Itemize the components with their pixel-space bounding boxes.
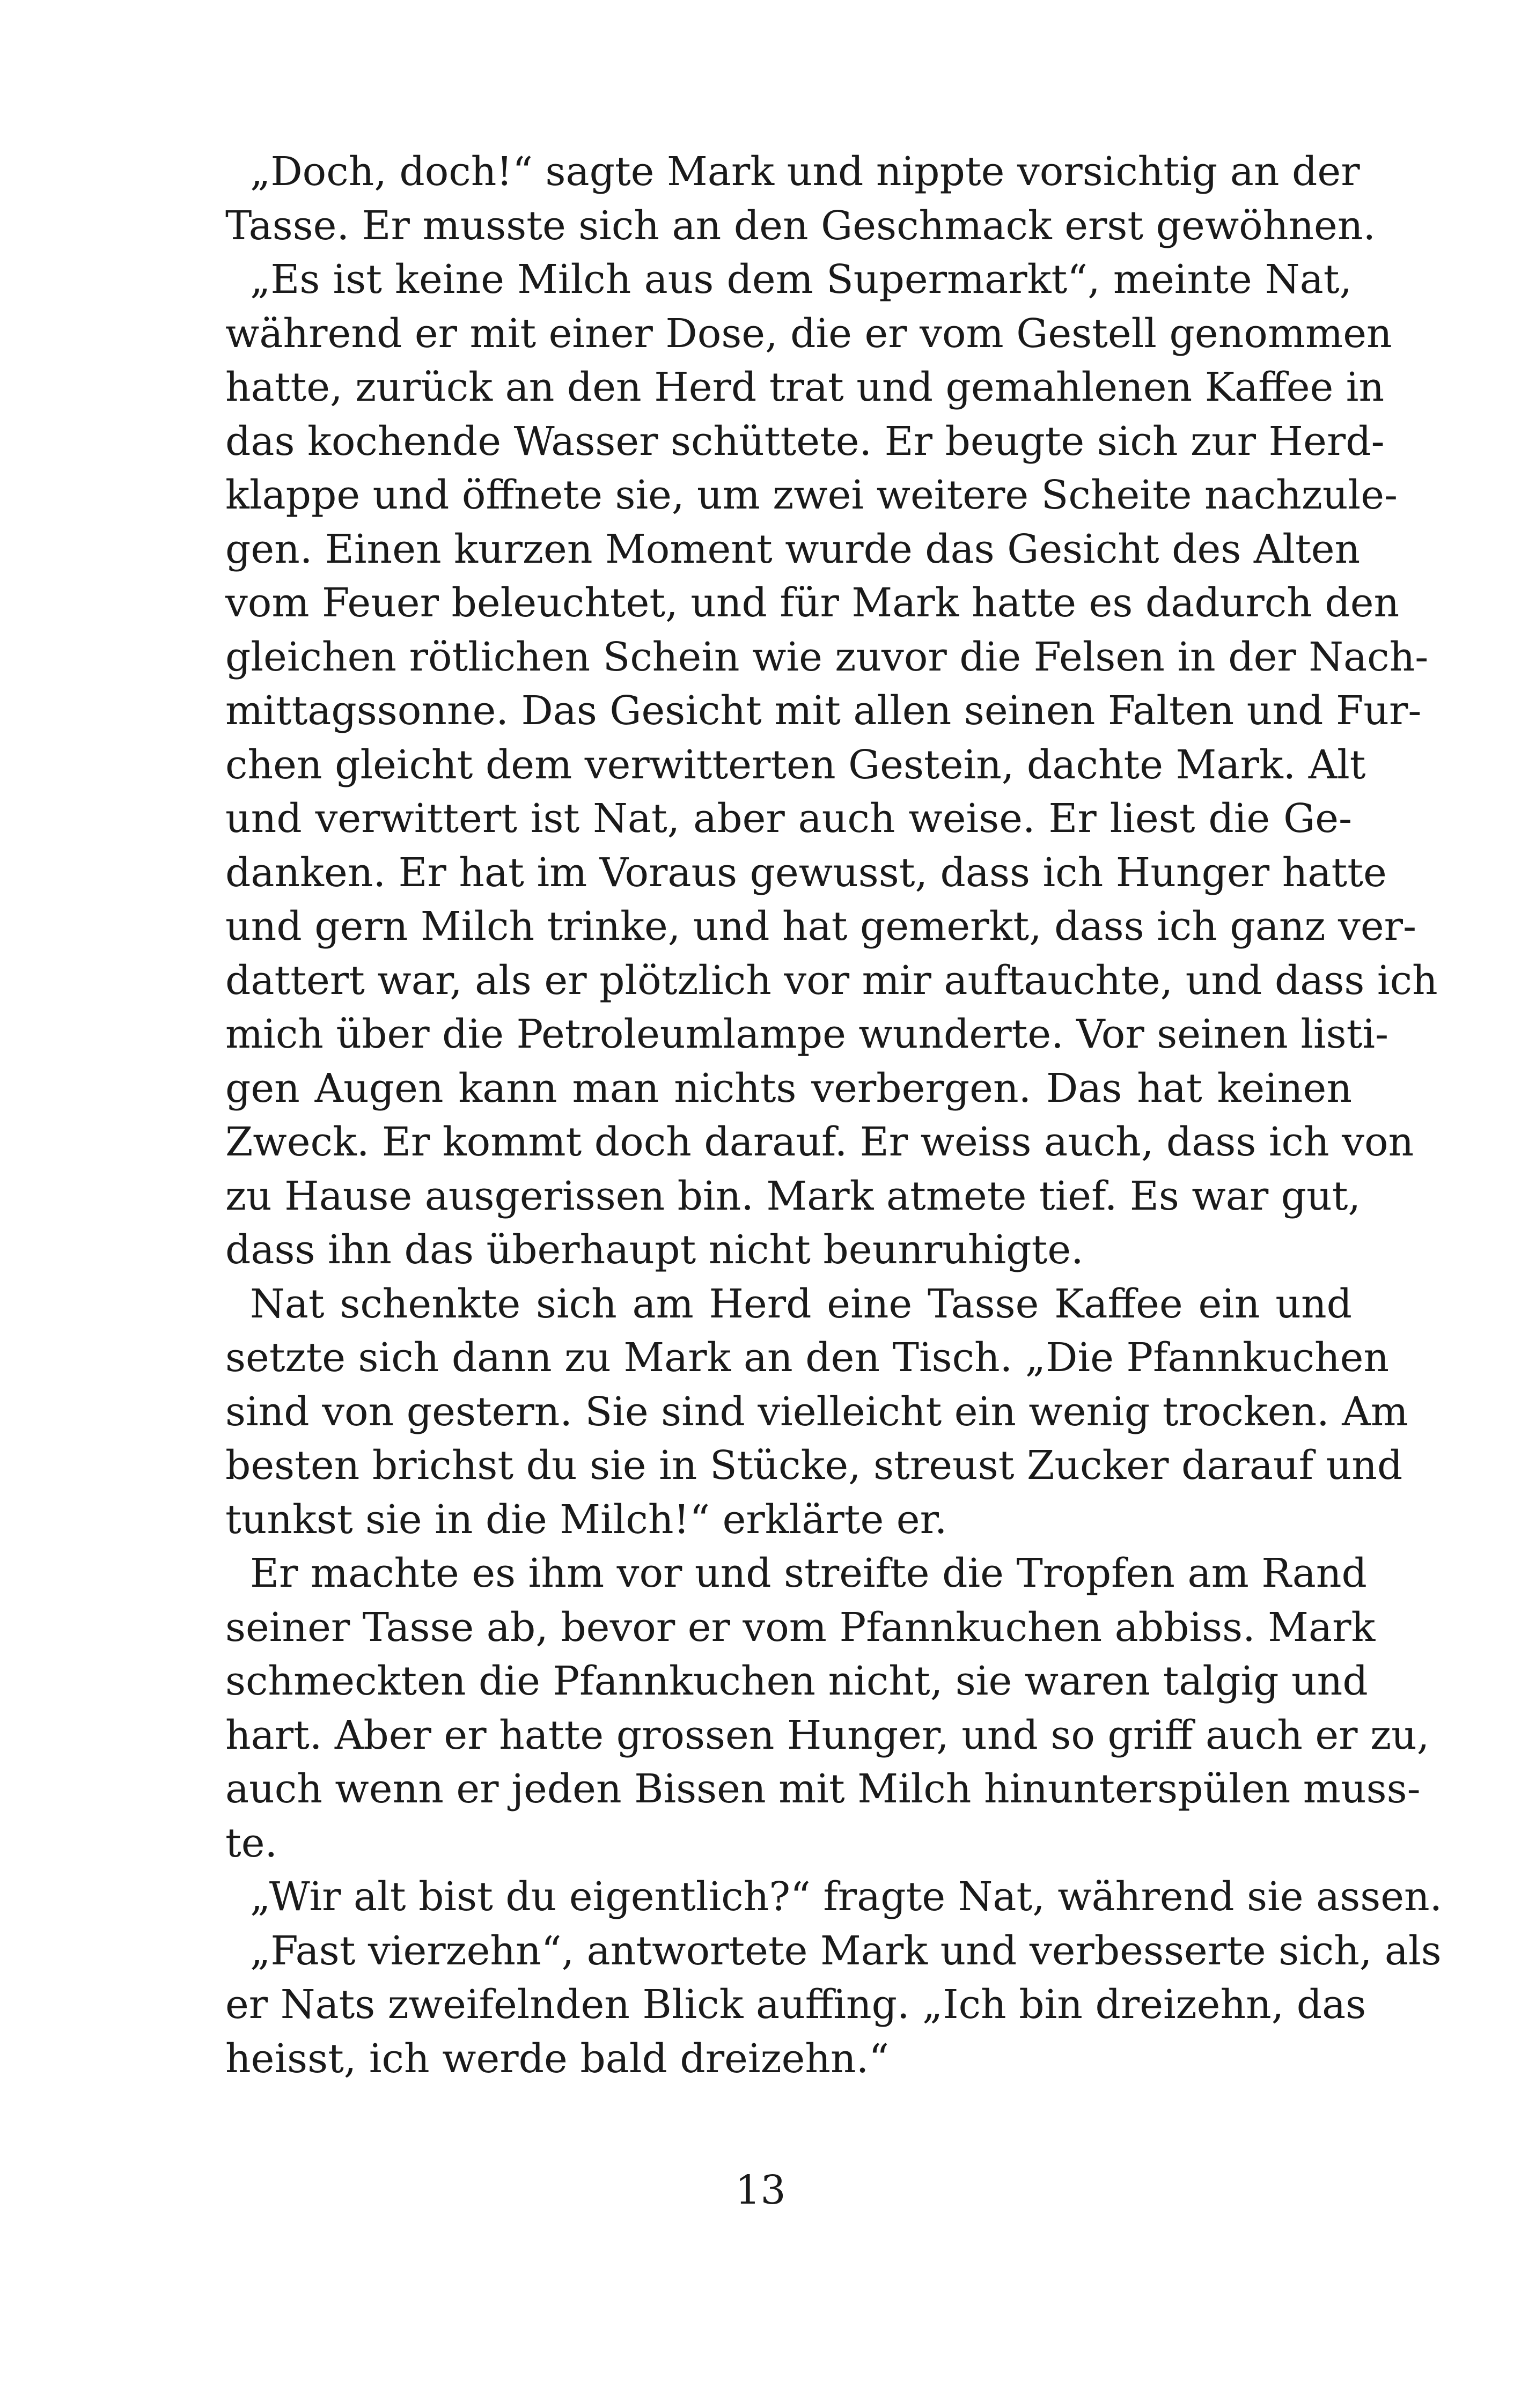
text-line: gleichen rötlichen Schein wie zuvor die Felsen in der Nach- (225, 634, 1429, 680)
text-line: mittagssonne. Das Gesicht mit allen seinen Falten und Fur- (225, 688, 1422, 734)
text-line: dattert war, als er plötzlich vor mir auftauchte, und dass ich (225, 957, 1438, 1004)
body-text (225, 145, 1443, 2086)
text-line: und verwittert ist Nat, aber auch weise. Er liest die Ge- (225, 796, 1352, 842)
text-line: chen gleicht dem verwitterten Gestein, dachte Mark. Alt (225, 741, 1366, 788)
text-line: und gern Milch trinke, und hat gemerkt, dass ich ganz ver- (225, 903, 1417, 949)
text-line: gen Augen kann man nichts verbergen. Das hat keinen (225, 1065, 1352, 1111)
text-line: hatte, zurück an den Herd trat und gemahlenen Kaffee in (225, 364, 1385, 410)
text-line: setzte sich dann zu Mark an den Tisch. „Die Pfannkuchen (225, 1335, 1390, 1381)
text-line: er Nats zweifelnden Blick auffing. „Ich bin dreizehn, das (225, 1982, 1366, 2028)
text-line: besten brichst du sie in Stücke, streust Zucker darauf und (225, 1442, 1403, 1489)
text-line: Nat schenkte sich am Herd eine Tasse Kaffee ein und (250, 1280, 1352, 1327)
text-line: Er machte es ihm vor und streifte die Tropfen am Rand (250, 1550, 1367, 1596)
page-number: 13 (735, 2167, 786, 2213)
text-line: auch wenn er jeden Bissen mit Milch hinunterspülen muss- (225, 1766, 1421, 1812)
text-line: „Doch, doch!“ sagte Mark und nippte vorsichtig an der (250, 149, 1360, 195)
text-line: seiner Tasse ab, bevor er vom Pfannkuchen abbiss. Mark (225, 1604, 1376, 1651)
text-line: das kochende Wasser schüttete. Er beugte sich zur Herd- (225, 418, 1385, 465)
text-line: te. (225, 1820, 278, 1866)
text-line: Tasse. Er musste sich an den Geschmack erst gewöhnen. (225, 202, 1376, 249)
text-line: danken. Er hat im Voraus gewusst, dass ich Hunger hatte (225, 849, 1387, 896)
text-line: während er mit einer Dose, die er vom Gestell genommen (225, 310, 1392, 357)
text-line: hart. Aber er hatte grossen Hunger, und so griff auch er zu, (225, 1712, 1430, 1758)
text-line: „Es ist keine Milch aus dem Supermarkt“, meinte Nat, (250, 256, 1352, 303)
text-line: Zweck. Er kommt doch darauf. Er weiss auch, dass ich von (225, 1119, 1414, 1165)
text-line: „Wir alt bist du eigentlich?“ fragte Nat, während sie assen. (250, 1874, 1443, 1920)
text-line: „Fast vierzehn“, antwortete Mark und verbesserte sich, als (250, 1927, 1442, 1974)
text-line: tunkst sie in die Milch!“ erklärte er. (225, 1496, 947, 1543)
text-line: klappe und öffnete sie, um zwei weitere Scheite nachzule- (225, 472, 1398, 518)
text-line: zu Hause ausgerissen bin. Mark atmete tief. Es war gut, (225, 1173, 1361, 1219)
text-line: heisst, ich werde bald dreizehn.“ (225, 2035, 890, 2082)
text-line: vom Feuer beleuchtet, und für Mark hatte es dadurch den (225, 580, 1400, 626)
text-line: mich über die Petroleumlampe wunderte. Vor seinen listi- (225, 1011, 1389, 1057)
text-line: gen. Einen kurzen Moment wurde das Gesicht des Alten (225, 526, 1361, 572)
text-line: sind von gestern. Sie sind vielleicht ein wenig trocken. Am (225, 1388, 1408, 1435)
text-line: schmeckten die Pfannkuchen nicht, sie waren talgig und (225, 1658, 1368, 1704)
text-line: dass ihn das überhaupt nicht beunruhigte. (225, 1227, 1084, 1273)
